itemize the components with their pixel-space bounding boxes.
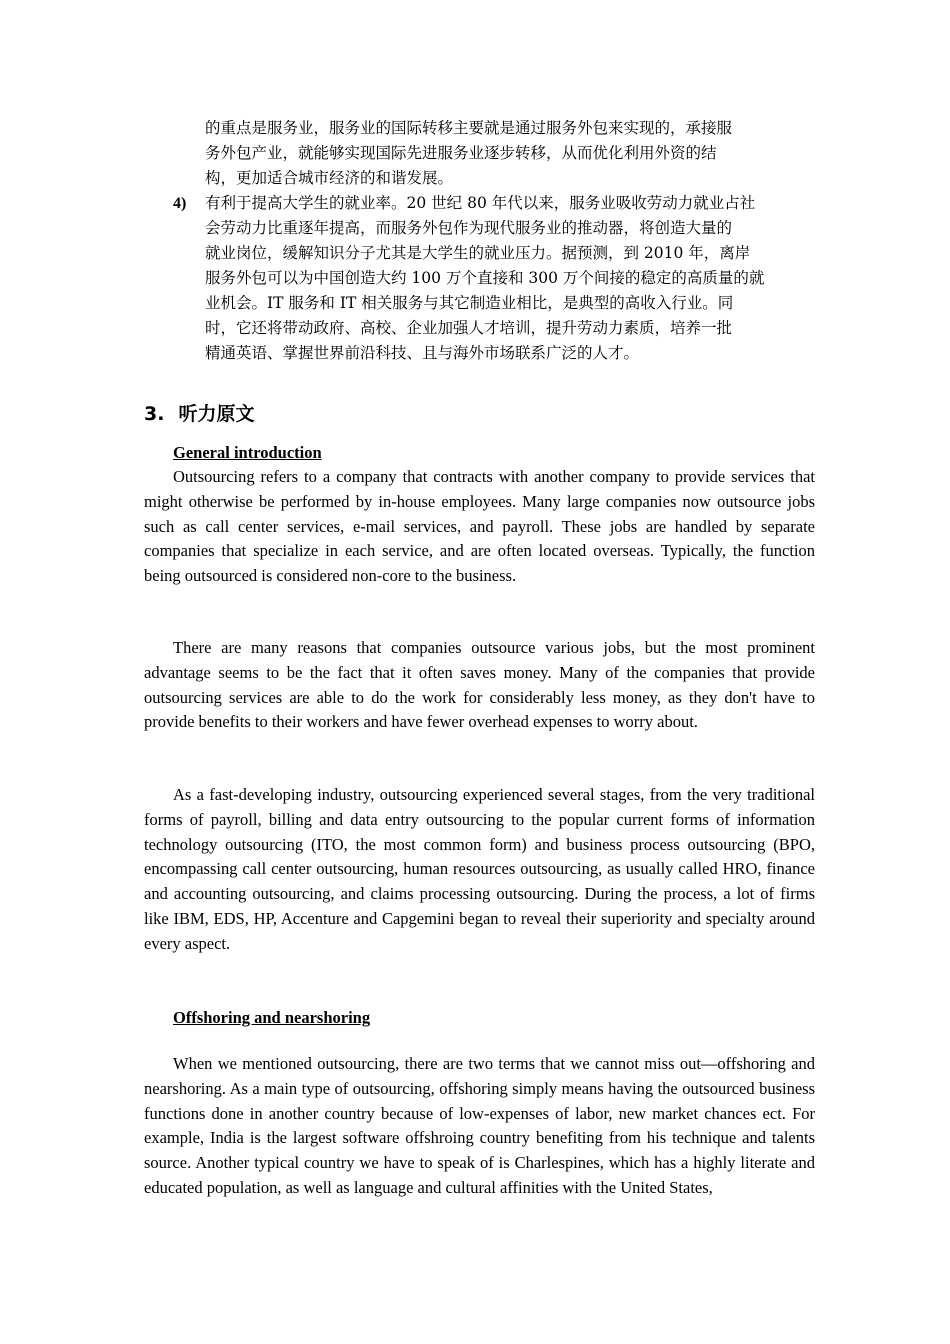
subsection-heading-general-introduction: General introduction: [173, 443, 322, 462]
text-line: 精通英语、掌握世界前沿科技、且与海外市场联系广泛的人才。: [205, 344, 640, 362]
text-line: 务外包产业，就能够实现国际先进服务业逐步转移，从而优化利用外资的结: [205, 144, 717, 162]
text-line: 有利于提高大学生的就业率。20 世纪 80 年代以来，服务业吸收劳动力就业占社: [205, 194, 756, 212]
list-item-number: 4): [173, 195, 187, 212]
text-line: 业机会。IT 服务和 IT 相关服务与其它制造业相比，是典型的高收入行业。同: [205, 294, 734, 312]
text-line: 就业岗位，缓解知识分子尤其是大学生的就业压力。据预测，到 2010 年，离岸: [205, 244, 751, 262]
paragraph: There are many reasons that companies outsource various jobs, but the most prominent advantage seems to be the fact that it often saves money. Many of the companies that provide outsourcing services are able to do the work for considerably less money, as they don't have to provide benefits to their workers and have fewer overhead expenses to worry about.: [144, 638, 815, 732]
subsection-heading-offshoring: Offshoring and nearshoring: [173, 1008, 371, 1027]
text-line: 构，更加适合城市经济的和谐发展。: [205, 169, 454, 187]
section-heading: [144, 400, 254, 428]
paragraph: As a fast-developing industry, outsourcing experienced several stages, from the very traditional forms of payroll, billing and data entry outsourcing to the popular current forms of information technology outsourcing (ITO, the most common form) and business process outsourcing (BPO, encompassing call center outsourcing, human resources outsourcing, as usually called HRO, finance and accounting outsourcing, and claims processing outsourcing. During the process, a lot of firms like IBM, EDS, HP, Accenture and Capgemini began to reveal their superiority and specialty around every aspect.: [144, 785, 815, 953]
text-line: 时，它还将带动政府、高校、企业加强人才培训，提升劳动力素质，培养一批: [205, 319, 733, 337]
paragraph: Outsourcing refers to a company that contracts with another company to provide services that might otherwise be performed by in-house employees. Many large companies now outsource jobs such as call center services, e-mail services, and payroll. These jobs are handled by separate companies that specialize in each service, and are often located overseas. Typically, the function being outsourced is considered non-core to the business.: [144, 467, 815, 586]
text-line: 服务外包可以为中国创造大约 100 万个直接和 300 万个间接的稳定的高质量的就: [205, 269, 765, 287]
section-number: 3.: [144, 403, 165, 425]
list-item-text: [205, 191, 817, 366]
chinese-paragraph-continuation: [205, 116, 815, 191]
text-line: 的重点是服务业，服务业的国际转移主要就是通过服务外包来实现的，承接服: [205, 119, 733, 137]
text-line: 会劳动力比重逐年提高，而服务外包作为现代服务业的推动器，将创造大量的: [205, 219, 733, 237]
section-title: 听力原文: [178, 403, 255, 425]
paragraph: When we mentioned outsourcing, there are two terms that we cannot miss out—offshoring and nearshoring. As a main type of outsourcing, offshoring simply means having the outsourced business functions done in another country because of low-expenses of labor, new market chances ect. For example, India is the largest software offshroing country benefiting from his technique and talents source. Another typical country we have to speak of is Charlespines, which has a highly literate and educated population, as well as language and cultural affinities with the United States,: [144, 1054, 815, 1197]
